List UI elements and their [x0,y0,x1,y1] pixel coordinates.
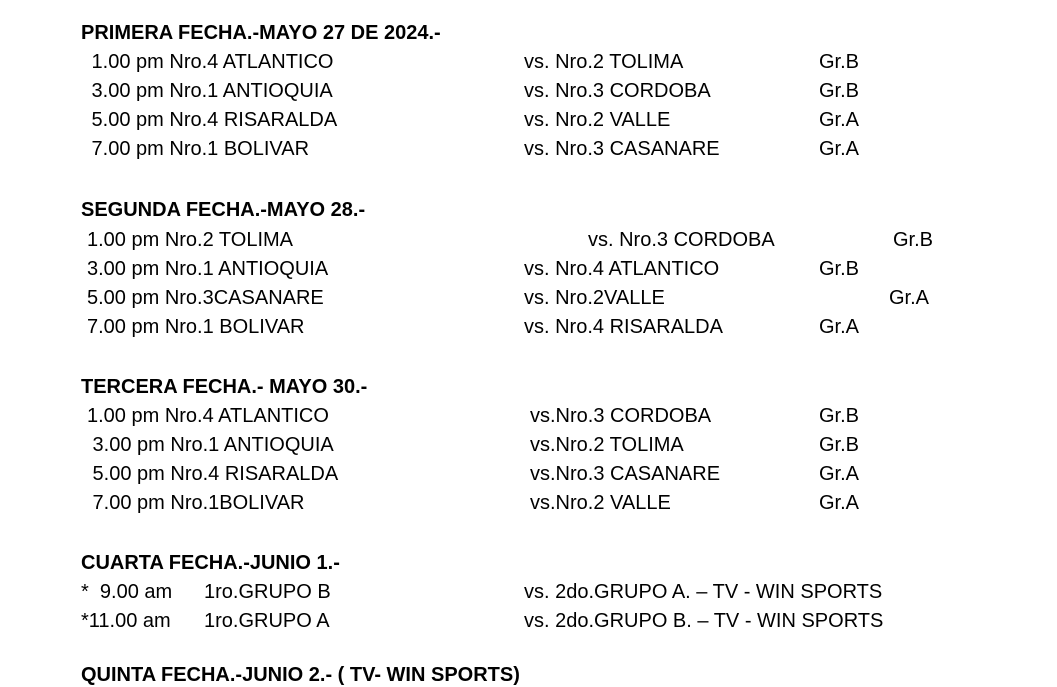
match-time-team: 5.00 pm Nro.4 RISARALDA [87,463,339,485]
match-group: Gr.A [889,287,930,309]
match-time-team: 3.00 pm Nro.1 ANTIOQUIA [87,434,334,456]
fecha-heading-quinta: QUINTA FECHA.-JUNIO 2.- ( TV- WIN SPORTS) [81,664,520,686]
match-opponent: vs. 2do.GRUPO A. – TV - WIN SPORTS [524,581,883,603]
match-time-team: 3.00 pm Nro.1 ANTIOQUIA [86,80,333,102]
match-time: *11.00 am [81,610,171,632]
match-time-team: 7.00 pm Nro.1BOLIVAR [87,492,305,514]
match-opponent: vs. Nro.4 ATLANTICO [524,258,720,280]
match-time-team: 7.00 pm Nro.1 BOLIVAR [87,316,305,338]
match-group: Gr.B [819,80,860,102]
match-group: Gr.A [819,463,860,485]
match-time: * 9.00 am [81,581,173,603]
match-team: 1ro.GRUPO B [204,581,331,603]
fecha-heading-tercera: TERCERA FECHA.- MAYO 30.- [81,376,368,398]
match-opponent: vs. Nro.2 TOLIMA [524,51,684,73]
match-group: Gr.A [819,492,860,514]
match-group: Gr.A [819,109,860,131]
match-time-team: 1.00 pm Nro.2 TOLIMA [87,229,294,251]
match-opponent: vs. 2do.GRUPO B. – TV - WIN SPORTS [524,610,884,632]
match-group: Gr.B [819,51,860,73]
match-opponent: vs. Nro.4 RISARALDA [524,316,723,338]
match-time-team: 5.00 pm Nro.4 RISARALDA [86,109,338,131]
match-opponent: vs. Nro.3 CASANARE [524,138,720,160]
match-time-team: 1.00 pm Nro.4 ATLANTICO [86,51,334,73]
match-group: Gr.B [819,258,860,280]
match-group: Gr.A [819,138,860,160]
match-opponent: vs.Nro.3 CORDOBA [530,405,712,427]
fecha-heading-cuarta: CUARTA FECHA.-JUNIO 1.- [81,552,340,574]
match-opponent: vs. Nro.2 VALLE [524,109,671,131]
match-team: 1ro.GRUPO A [204,610,330,632]
match-opponent: vs. Nro.3 CORDOBA [588,229,775,251]
match-opponent: vs. Nro.3 CORDOBA [524,80,711,102]
match-time-team: 1.00 pm Nro.4 ATLANTICO [87,405,329,427]
match-time-team: 5.00 pm Nro.3CASANARE [87,287,324,309]
match-opponent: vs.Nro.2 TOLIMA [530,434,684,456]
match-group: Gr.B [819,434,860,456]
match-opponent: vs.Nro.2 VALLE [530,492,671,514]
match-opponent: vs. Nro.2VALLE [524,287,665,309]
match-time-team: 7.00 pm Nro.1 BOLIVAR [86,138,310,160]
match-opponent: vs.Nro.3 CASANARE [530,463,721,485]
match-group: Gr.B [893,229,934,251]
match-group: Gr.B [819,405,860,427]
match-group: Gr.A [819,316,860,338]
match-time-team: 3.00 pm Nro.1 ANTIOQUIA [87,258,329,280]
fecha-heading-segunda: SEGUNDA FECHA.-MAYO 28.- [81,199,366,221]
fecha-heading-primera: PRIMERA FECHA.-MAYO 27 DE 2024.- [81,22,441,44]
